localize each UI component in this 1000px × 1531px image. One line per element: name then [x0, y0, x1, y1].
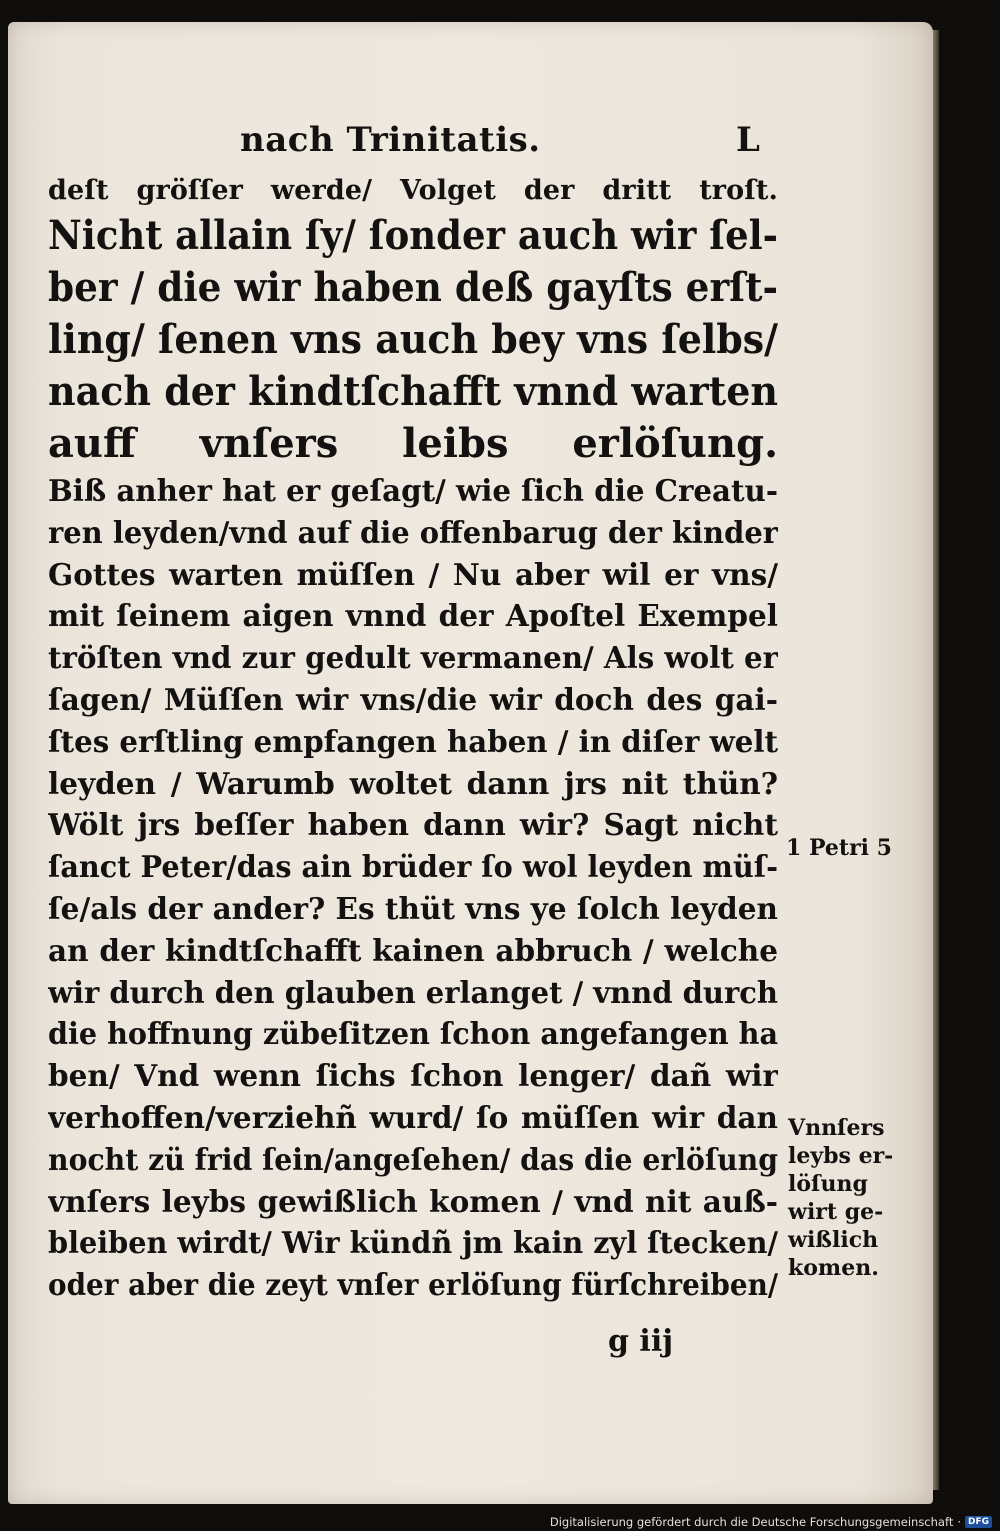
margin-note-line: löſung — [788, 1171, 868, 1197]
text-line: ling/ ſenen vns auch bey vns ſelbs/ — [48, 316, 778, 363]
margin-note-line: leybs er- — [788, 1143, 894, 1169]
text-line: die hoffnung zübeſitzen ſchon angefangen ha — [48, 1016, 778, 1052]
text-line: an der kindtſchafft kainen abbruch / welche — [48, 932, 778, 968]
text-line: vnſers leybs gewißlich komen / vnd nit auß- — [48, 1183, 778, 1219]
text-line: Nicht allain ſy/ ſonder auch wir ſel- — [48, 212, 778, 259]
show-through-bleed — [768, 232, 918, 352]
margin-note-line: Vnnſers — [788, 1115, 885, 1141]
running-head: nach Trinitatis. — [240, 120, 541, 160]
text-line: deſt gröſſer werde/ Volget der dritt troſt. — [48, 175, 778, 206]
book-page — [8, 22, 933, 1504]
text-line: mit ſeinem aigen vnnd der Apoſtel Exempel — [48, 598, 778, 634]
text-line: verhoffen/verziehñ wurd/ ſo müſſen wir dan — [48, 1099, 778, 1135]
text-line: Gottes warten müſſen / Nu aber wil er vns/ — [48, 556, 778, 592]
text-line: nach der kindtſchafft vnnd warten — [48, 368, 778, 415]
text-line: tröſten vnd zur gedult vermanen/ Als wolt er — [48, 640, 778, 676]
digitization-credit — [550, 1515, 992, 1529]
credit-separator: · — [957, 1515, 961, 1529]
text-line: ber / die wir haben deß gayſts erſt- — [48, 264, 778, 311]
page-edge-shadow — [933, 30, 939, 1490]
margin-note-reference — [786, 834, 892, 862]
text-line: leyden / Warumb woltet dann jrs nit thün? — [48, 765, 778, 801]
text-line: wir durch den glauben erlanget / vnnd durch — [48, 974, 778, 1010]
margin-note-line: wißlich — [788, 1227, 879, 1253]
text-line: ben/ Vnd wenn ſichs ſchon lenger/ dañ wir — [48, 1058, 778, 1094]
text-line: nocht zü frid ſein/angeſehen/ das die erlöſung — [48, 1141, 778, 1177]
text-line: ſanct Peter/das ain brüder ſo wol leyden müſ- — [48, 849, 778, 885]
main-text-block — [48, 172, 778, 1306]
text-line: oder aber die zeyt vnſer erlöſung fürſchreiben/ — [48, 1267, 778, 1303]
text-line: Biß anher hat er geſagt/ wie ſich die Creatu- — [48, 473, 778, 508]
text-line: ren leyden/vnd auf die offenbarug der kinder — [48, 514, 778, 550]
credit-text: Digitalisierung gefördert durch die Deutsche Forschungsgemeinschaft — [549, 1515, 954, 1529]
dfg-logo-icon: DFG — [965, 1516, 992, 1528]
folio-number: L — [736, 120, 760, 160]
signature-mark: g iij — [608, 1324, 674, 1359]
margin-note-line: wirt ge- — [788, 1199, 884, 1225]
margin-note-gloss — [788, 1114, 893, 1282]
margin-note-line: 1 Petri 5 — [786, 835, 892, 861]
text-line: auff vnſers leibs erlöſung. — [48, 420, 778, 467]
text-line: Wölt jrs beſſer haben dann wir? Sagt nicht — [48, 807, 778, 843]
margin-note-line: komen. — [788, 1255, 879, 1281]
text-line: ſtes erſtling empfangen haben / in diſer welt — [48, 723, 778, 759]
text-line: ſagen/ Müſſen wir vns/die wir doch des gai- — [48, 681, 778, 717]
text-line: bleiben wirdt/ Wir kündñ jm kain zyl ſtecken/ — [48, 1225, 778, 1261]
text-line: ſe/als der ander? Es thüt vns ye ſolch leyden — [48, 890, 778, 926]
